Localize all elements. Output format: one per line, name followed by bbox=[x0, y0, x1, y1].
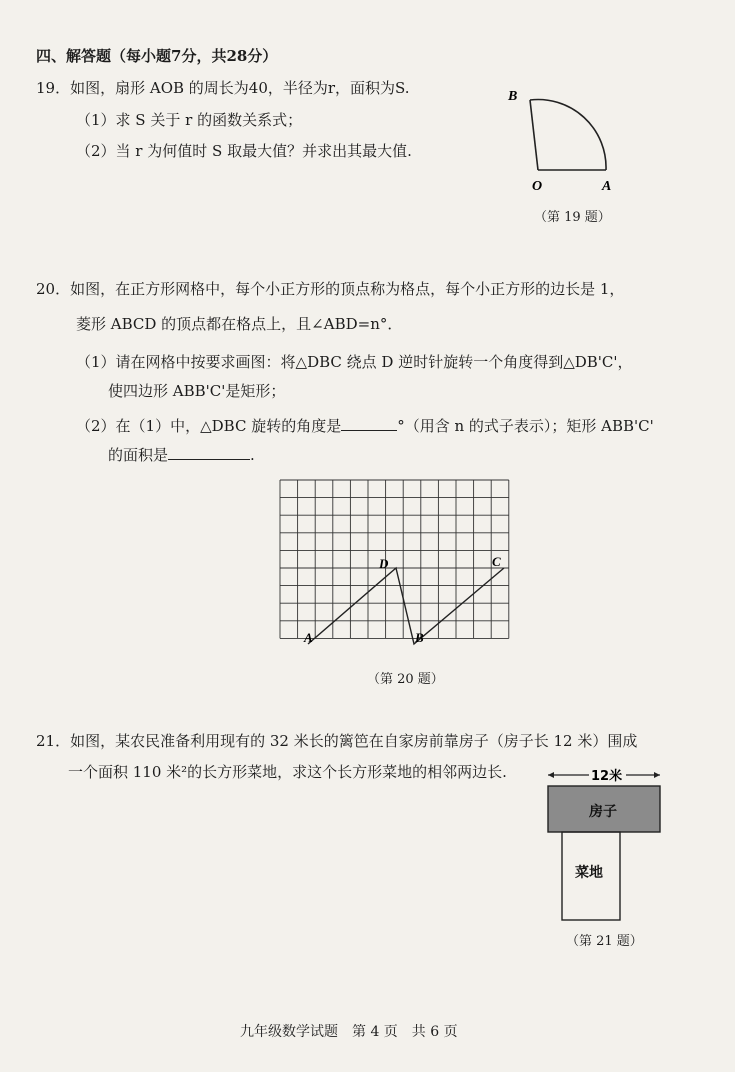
label-o: O bbox=[532, 179, 543, 194]
q19-caption: （第 19 题） bbox=[534, 210, 611, 225]
label-c: C bbox=[492, 554, 501, 569]
radius-ob bbox=[530, 100, 538, 170]
q19-part1: （1）求 S 关于 r 的函数关系式； bbox=[76, 111, 303, 129]
q20-part2-line1 bbox=[76, 414, 654, 436]
q21-house-figure bbox=[540, 764, 670, 924]
q19-stem: 19．如图，扇形 AOB 的周长为40，半径为r，面积为S. bbox=[36, 79, 410, 97]
q20-part2-text-b: °（用含 n 的式子表示）；矩形 ABB'C' bbox=[397, 417, 654, 435]
q20-answer-blank-area[interactable] bbox=[168, 443, 250, 460]
q20-part1-line1: （1）请在网格中按要求画图：将△DBC 绕点 D 逆时针旋转一个角度得到△DB'C'， bbox=[76, 353, 633, 371]
q19-part2: （2）当 r 为何值时 S 取最大值？并求出其最大值. bbox=[76, 142, 412, 160]
label-d: D bbox=[379, 556, 389, 571]
q21-caption: （第 21 题） bbox=[566, 934, 643, 949]
q21-stem-line2: 一个面积 110 米²的长方形菜地，求这个长方形菜地的相邻两边长. bbox=[68, 763, 507, 781]
label-a: A bbox=[602, 179, 612, 194]
house-label: 房子 bbox=[589, 804, 617, 820]
q20-part2-text-d: . bbox=[250, 446, 255, 464]
page-footer: 九年级数学试题 第 4 页 共 6 页 bbox=[240, 1024, 458, 1040]
q20-caption: （第 20 题） bbox=[367, 672, 444, 687]
q19-sector-figure bbox=[500, 82, 660, 192]
q20-part1-line2: 使四边形 ABB'C'是矩形； bbox=[108, 382, 286, 400]
q20-grid-figure bbox=[278, 478, 510, 648]
label-b: B bbox=[415, 630, 424, 645]
section-title: 四、解答题（每小题7分，共28分） bbox=[36, 47, 278, 65]
garden-label: 菜地 bbox=[575, 865, 603, 881]
q20-stem-line2: 菱形 ABCD 的顶点都在格点上，且∠ABD=n°． bbox=[76, 315, 403, 333]
dim-arrow-left bbox=[548, 772, 554, 778]
label-b: B bbox=[508, 89, 518, 104]
q21-stem-line1: 21．如图，某农民准备利用现有的 32 米长的篱笆在自家房前靠房子（房子长 12 米）围成 bbox=[36, 732, 638, 750]
q20-part2-line2 bbox=[108, 443, 255, 465]
grid-lines bbox=[280, 480, 509, 638]
q20-stem-line1: 20．如图，在正方形网格中，每个小正方形的顶点称为格点，每个小正方形的边长是 1， bbox=[36, 280, 625, 298]
dim-arrow-right bbox=[654, 772, 660, 778]
dim-label: 12米 bbox=[591, 769, 623, 784]
q20-part2-text-a: （2）在（1）中，△DBC 旋转的角度是 bbox=[76, 417, 342, 435]
q20-part2-text-c: 的面积是 bbox=[108, 446, 169, 464]
q20-answer-blank-angle[interactable] bbox=[341, 414, 397, 431]
rhombus-edges bbox=[308, 568, 504, 644]
label-a: A bbox=[304, 630, 313, 645]
arc-ab bbox=[530, 100, 606, 170]
